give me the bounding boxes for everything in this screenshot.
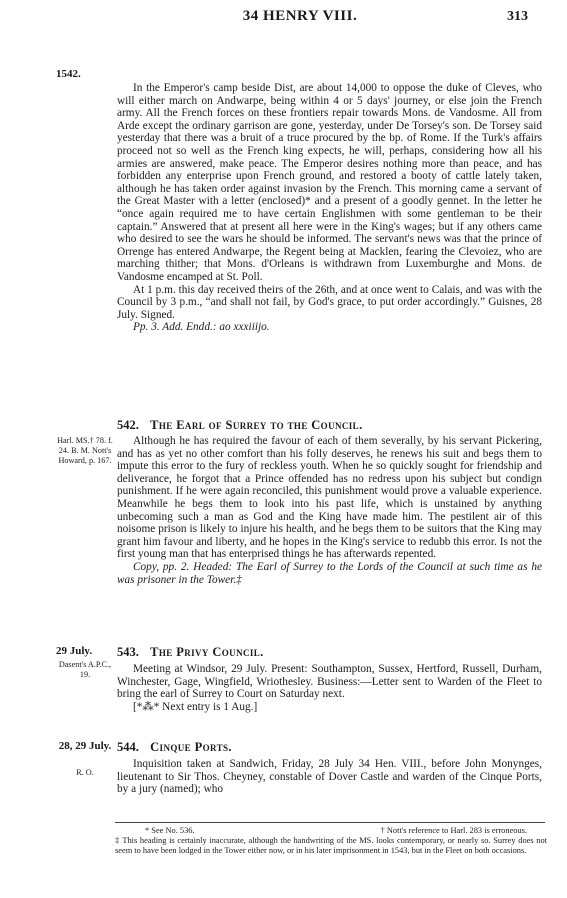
footnote-3: ‡ This heading is certainly inaccurate, although the handwriting of the MS. looks contemporary, or nearly so. Surrey does not seem to have been lodged in the Tower either now, or in his later imprisonment in 1543, but in the Fleet on both occasions. <box>115 836 547 856</box>
continuation-meta: Pp. 3. Add. Endd.: ao xxxiiijo. <box>133 321 270 334</box>
margin-year: 1542. <box>56 68 81 80</box>
footnote-1: * See No. 536. <box>145 826 195 835</box>
running-title: 34 HENRY VIII. <box>242 8 358 24</box>
item-544-number: 544. <box>117 740 139 754</box>
item-542-title: The Earl of Surrey to the Council. <box>150 418 363 432</box>
margin-harl-ref: Harl. MS.† 78. f. 24. B. M. Nott's Howard, p. 167. <box>57 436 113 465</box>
item-542-text: Although he has required the favour of each of them severally, by his servant Pickering, and has as yet no other comfort than his folly deserves, he renews his suit and begs them to impute this error to the fury of reckless youth. When he so quickly sought for friendship and deliverance, he forgot that a Prince offended has no redress upon his subject but condign punishment. If he were again reconciled, this punishment would prove a valuable experience. Meanwhile he begs them to look into his past life, which is unstained by anything unbecoming such a man as God and the King have made him. The pestilent air of this noisome prison is likely to injure his health, and he begs them to be suitors that the King may grant him favour and liberty, and he hopes in the King's service to redubb this error. Is not the first young man that has enterprised things he has afterwards repented. <box>117 435 542 561</box>
margin-ref-543: Dasent's A.P.C., 19. <box>58 660 112 679</box>
item-543-text: Meeting at Windsor, 29 July. Present: Southampton, Sussex, Hertford, Russell, Durham, Winchester, Gage, Wingfield, Wriothesley. Business:—Letter sent to Warden of the Fleet to bring the earl of Surrey to Court on Saturday next. <box>117 663 542 701</box>
item-543-number: 543. <box>117 645 139 659</box>
item-544-body <box>117 758 542 796</box>
margin-date-544: 28, 29 July. <box>58 740 112 752</box>
continuation-paragraph-2: At 1 p.m. this day received theirs of the 26th, and at once went to Calais, and was with the Council by 3 p.m., “and shall not fail, by God's grace, to put order accordingly.” Guisnes, 28 July. Signed. <box>117 283 542 321</box>
item-542-meta: Copy, pp. 2. Headed: The Earl of Surrey to the Lords of the Council at such time as he was prisoner in the Tower.‡ <box>117 560 542 586</box>
margin-ref-544: R. O. <box>76 768 94 777</box>
footnote-2: † Nott's reference to Harl. 283 is erroneous. <box>380 826 527 835</box>
item-542-heading <box>117 418 542 433</box>
margin-date-543: 29 July. <box>56 645 93 657</box>
item-544-title: Cinque Ports. <box>150 740 232 754</box>
continuation-text <box>117 82 542 334</box>
item-543-heading <box>117 645 542 660</box>
page-number: 313 <box>507 9 528 24</box>
footnotes <box>115 826 547 857</box>
item-543-title: The Privy Council. <box>150 645 264 659</box>
item-542-number: 542. <box>117 418 139 432</box>
item-543-body <box>117 663 542 713</box>
item-544-heading <box>117 740 542 755</box>
continuation-paragraph-1: In the Emperor's camp beside Dist, are about 14,000 to oppose the duke of Cleves, who will either march on Andwarpe, being within 4 or 5 days' journey, or else join the French army. All the French forces on these frontiers repair towards Mons. de Vandosme. All from Arde except the ordinary garrison are gone, yesterday, under De Torsey's son. De Torsey said yesterday that there was a bruit of a truce procured by the bp. of Rome. If the Turk's affairs proceed not so well as the French king expects, he will, perhaps, considering how all his armies are answered, make peace. The Emperor desires nothing more than peace, and has forbidden any enterprise upon French ground, and restored a booty of cattle lately taken, although he has taken order against invasion by the French. This morning came a servant of the Great Master with a letter (enclosed)* and a present of a goodly gennet. In the letter he “once again required me to have certain Englishmen with some gentleman to be their captain.” Answered that at present all here were in the King's wages; but if any others came who desired to see the wars he should be informed. The servant's news was that the prince of Orrenge has entered Andwarpe, the Regent being at Macklen, fearing the Clevoiez, who are marching thither; that Mons. d'Orleans is withdrawn from Luxemburghe and Mons. de Vandosme encamped at St. Poll. <box>117 82 542 283</box>
footnote-divider <box>115 822 545 823</box>
item-542-body <box>117 435 542 586</box>
item-544-text: Inquisition taken at Sandwich, Friday, 28 July 34 Hen. VIII., before John Monynges, lieutenant to Sir Thos. Cheyney, constable of Dover Castle and warden of the Cinque Ports, by a jury (named); who <box>117 758 542 796</box>
item-543-note: [*⁂* Next entry is 1 Aug.] <box>133 700 258 713</box>
